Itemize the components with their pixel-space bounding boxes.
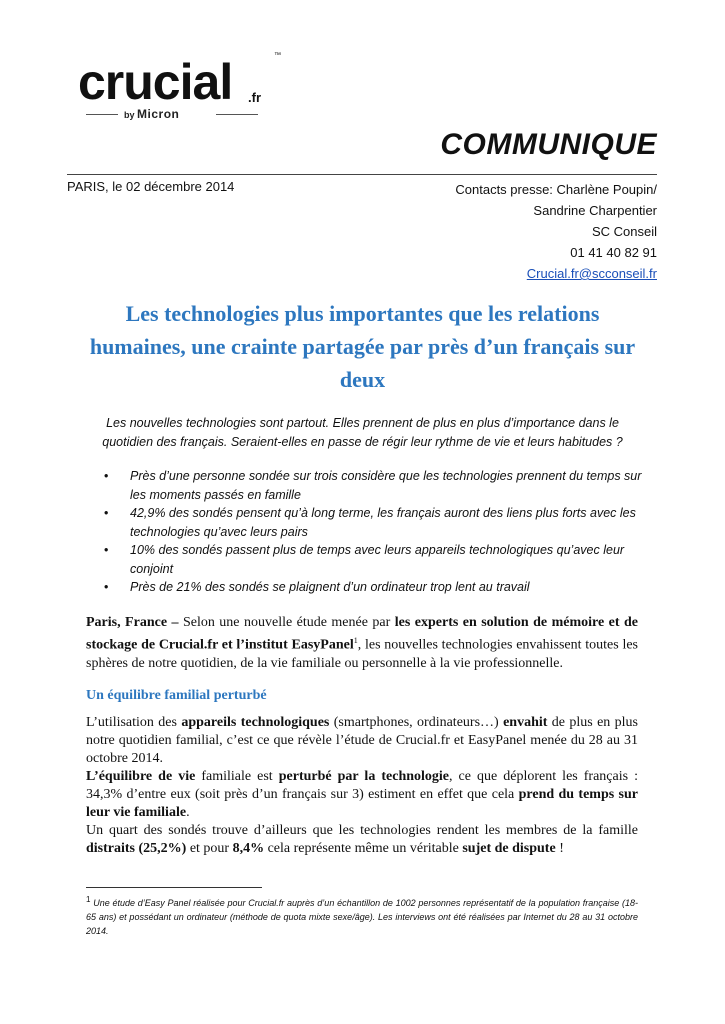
footnote-ref: 1 bbox=[353, 636, 358, 645]
paragraph-usage bbox=[86, 714, 638, 768]
press-contacts bbox=[455, 179, 657, 284]
paragraph-balance bbox=[86, 768, 638, 822]
p2-bold: appareils technologiques bbox=[181, 715, 330, 730]
dateline: PARIS, le 02 décembre 2014 bbox=[67, 179, 235, 194]
contacts-phone: 01 41 40 82 91 bbox=[570, 245, 657, 260]
footnote-number: 1 bbox=[86, 895, 91, 904]
p4-text: Un quart des sondés trouve d’ailleurs que les technologies rendent les membres de la famille bbox=[86, 823, 638, 838]
p4-bold: distraits (25,2%) bbox=[86, 841, 187, 856]
headline: Les technologies plus importantes que les relations humaines, une crainte partagée par près d’un français sur deux bbox=[89, 301, 636, 392]
footnote bbox=[86, 893, 638, 938]
logo-divider-right bbox=[216, 114, 258, 115]
p3-bold: perturbé par la technologie bbox=[278, 769, 450, 784]
p1-text: , les nouvelles technologies envahissent toutes les sphères de notre quotidien, de la vie familiale ou personnelle à la vie professionnelle. bbox=[86, 637, 638, 671]
footnote-rule bbox=[86, 887, 262, 888]
p4-text: cela représente même un véritable bbox=[264, 841, 463, 856]
logo-divider-left bbox=[86, 114, 118, 115]
crucial-logo bbox=[78, 52, 283, 124]
p3-text: , ce que déplorent les français : 34,3% d’entre eux (soit près d’un français sur 3) estiment en effet que cela bbox=[86, 769, 638, 802]
list-item: • 42,9% des sondés pensent qu’à long terme, les français auront des liens plus forts avec les technologies qu’avec leurs pairs bbox=[100, 504, 650, 541]
p4-text: et pour bbox=[186, 841, 233, 856]
p4-bold: sujet de dispute bbox=[462, 841, 556, 856]
contacts-line1: Contacts presse: Charlène Poupin/ bbox=[455, 182, 657, 197]
p4-text: ! bbox=[555, 841, 564, 856]
p1-text: Selon une nouvelle étude menée par bbox=[178, 615, 395, 630]
logo-tld: .fr bbox=[248, 90, 261, 105]
key-findings-list bbox=[100, 467, 650, 597]
p3-text: familiale est bbox=[195, 769, 279, 784]
p3-bold: L’équilibre de vie bbox=[86, 769, 196, 784]
p3-bold: prend du temps sur leur vie familiale bbox=[86, 787, 638, 820]
list-item: • Près de 21% des sondés se plaignent d’un ordinateur trop lent au travail bbox=[100, 578, 650, 597]
paragraph-intro bbox=[86, 614, 638, 673]
contacts-email-link[interactable]: Crucial.fr@scconseil.fr bbox=[526, 266, 657, 281]
paragraph-distraction bbox=[86, 822, 638, 858]
logo-byline bbox=[124, 107, 179, 121]
p3-text: . bbox=[186, 805, 190, 820]
contacts-line2: Sandrine Charpentier bbox=[533, 203, 657, 218]
logo-wordmark: crucial bbox=[78, 54, 233, 110]
contacts-line3: SC Conseil bbox=[591, 224, 657, 239]
header-rule bbox=[67, 174, 657, 175]
logo-by: by bbox=[124, 110, 135, 120]
p2-text: (smartphones, ordinateurs…) bbox=[329, 715, 504, 730]
paragraph-body bbox=[86, 714, 638, 858]
p4-bold: 8,4% bbox=[232, 841, 265, 856]
list-item: • 10% des sondés passent plus de temps avec leurs appareils technologiques qu’avec leur conjoint bbox=[100, 541, 650, 578]
intro-text: Les nouvelles technologies sont partout. Elles prennent de plus en plus d’importance dans le quotidien des français. Seraient-elles en passe de régir leur rythme de vie et leurs habitudes ? bbox=[102, 416, 623, 449]
p2-text: de plus en plus notre quotidien familial, c’est ce que révèle l’étude de Crucial.fr et EasyPanel menée du 28 au 31 octobre 2014. bbox=[86, 715, 638, 766]
p2-text: L’utilisation des bbox=[86, 715, 182, 730]
document-title: COMMUNIQUE bbox=[440, 128, 657, 161]
logo-trademark: ™ bbox=[274, 52, 281, 59]
footnote-text: Une étude d’Easy Panel réalisée pour Crucial.fr auprès d’un échantillon de 1002 personnes représentatif de la population française (18-65 ans) et possédant un ordinateur (méthode de quota mixte sexe/âge). Les interviews ont été réalisées par Internet du 28 au 31 octobre 2014. bbox=[86, 898, 638, 936]
p2-bold: envahit bbox=[503, 715, 548, 730]
list-item: • Près d’une personne sondée sur trois considère que les technologies prennent du temps sur les moments passés en famille bbox=[100, 467, 650, 504]
p1-lead: Paris, France – bbox=[86, 615, 179, 630]
p1-bold: les experts en solution de mémoire et de stockage de Crucial.fr et l’institut EasyPanel bbox=[86, 615, 638, 653]
logo-maker: Micron bbox=[137, 107, 180, 121]
section-heading: Un équilibre familial perturbé bbox=[86, 688, 267, 703]
